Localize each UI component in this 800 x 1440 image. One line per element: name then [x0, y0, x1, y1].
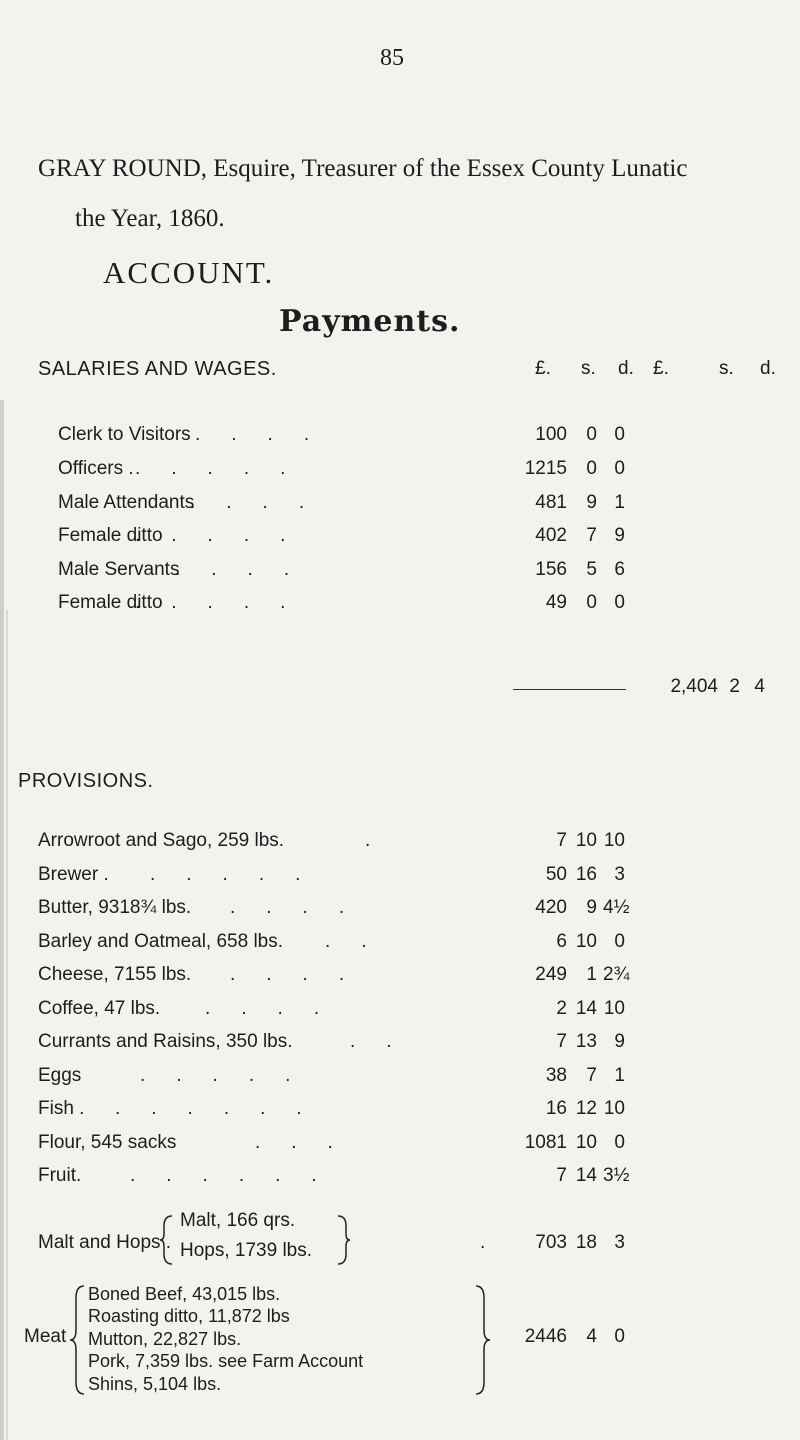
meat-item: Mutton, 22,827 lbs.: [88, 1329, 242, 1349]
provision-row-pounds: 7: [556, 1031, 567, 1052]
provision-row-label: Currants and Raisins, 350 lbs.: [38, 1031, 293, 1052]
provision-row-shillings: 9: [586, 897, 597, 918]
salary-row-label: Male Attendants: [58, 492, 195, 513]
provision-row-pounds: 6: [556, 931, 567, 952]
document-title: GRAY ROUND, Esquire, Treasurer of the Essex County Lunatic: [38, 155, 688, 182]
provision-row-pence: 3: [614, 864, 625, 885]
salary-row-label: Female ditto: [58, 525, 163, 546]
salary-row-pounds: 481: [535, 492, 567, 513]
leader-dots: ....: [205, 998, 351, 1019]
provision-row-shillings: 14: [575, 998, 597, 1019]
provision-row-pence: 0: [614, 1132, 625, 1153]
leader-dots: .....: [135, 525, 317, 546]
salary-row-label: Female ditto: [58, 592, 163, 613]
account-heading: ACCOUNT.: [103, 255, 275, 290]
meat-shillings: 4: [586, 1326, 597, 1347]
provision-row-label: Fish .: [38, 1098, 85, 1119]
salary-row-pounds: 100: [535, 424, 567, 445]
meat-item: Pork, 7,359 lbs. see Farm Account: [88, 1351, 364, 1371]
provision-row-shillings: 10: [575, 1132, 597, 1153]
meat-brace-left: [70, 1284, 86, 1396]
col-shillings: s.: [581, 358, 596, 379]
salaries-heading: SALARIES AND WAGES.: [38, 358, 277, 380]
provision-row-pounds: 7: [556, 830, 567, 851]
col-pounds: £.: [535, 358, 551, 379]
provision-row-pence: 10: [603, 830, 625, 851]
malt-hops-brace-right: [336, 1214, 350, 1266]
provision-row-label: Brewer .: [38, 864, 109, 885]
leader-dots: ......: [115, 1098, 333, 1119]
malt-hops-shillings: 18: [575, 1232, 597, 1253]
leader-dots: .....: [140, 1065, 322, 1086]
malt-hops-brace-left: [160, 1214, 174, 1266]
subtotal-rule: [513, 689, 626, 690]
leader-dots: .: [365, 830, 402, 851]
salary-row-pence: 6: [614, 559, 625, 580]
salary-row-pounds: 156: [535, 559, 567, 580]
salary-row-shillings: 0: [586, 592, 597, 613]
leader-dots: ......: [130, 1165, 348, 1186]
salary-row-pence: 0: [614, 458, 625, 479]
salary-row-pence: 9: [614, 525, 625, 546]
provision-row-pence: 1: [614, 1065, 625, 1086]
provision-row-shillings: 7: [586, 1065, 597, 1086]
salary-row-shillings: 7: [586, 525, 597, 546]
provision-row-pence: 3½: [603, 1165, 630, 1186]
provision-row-shillings: 14: [575, 1165, 597, 1186]
provision-row-pence: 2¾: [603, 964, 630, 985]
provision-row-pounds: 16: [545, 1098, 567, 1119]
col-total-shillings: s.: [719, 358, 734, 379]
salary-row-pounds: 49: [545, 592, 567, 613]
provision-row-label: Arrowroot and Sago, 259 lbs.: [38, 830, 285, 851]
salary-row-shillings: 5: [586, 559, 597, 580]
leader-dots: ....: [190, 492, 336, 513]
provision-row-label: Coffee, 47 lbs.: [38, 998, 161, 1019]
meat-label: Meat: [24, 1326, 67, 1347]
salaries-total-pence: 4: [754, 676, 765, 697]
provision-row-pounds: 249: [535, 964, 567, 985]
meat-brace-right: [474, 1284, 490, 1396]
payments-heading: Payments.: [279, 304, 461, 339]
salary-row-pounds: 402: [535, 525, 567, 546]
provision-row-label: Barley and Oatmeal, 658 lbs.: [38, 931, 284, 952]
hops-quantity: Hops, 1739 lbs.: [180, 1240, 313, 1261]
leader-dot: .: [480, 1232, 486, 1253]
meat-pence: 0: [614, 1326, 625, 1347]
provision-row-pounds: 50: [545, 864, 567, 885]
provision-row-pounds: 7: [556, 1165, 567, 1186]
salaries-total-shillings: 2: [729, 676, 740, 697]
provision-row-label: Eggs: [38, 1065, 82, 1086]
provision-row-pounds: 420: [535, 897, 567, 918]
salary-row-label: Officers .: [58, 458, 134, 479]
provision-row-pounds: 1081: [524, 1132, 567, 1153]
provision-row-label: Cheese, 7155 lbs.: [38, 964, 192, 985]
malt-hops-label: Malt and Hops .: [38, 1232, 172, 1253]
leader-dots: ....: [230, 964, 376, 985]
page-margin-shadow: [6, 610, 8, 1440]
document-subtitle: the Year, 1860.: [75, 205, 225, 232]
provision-row-shillings: 16: [575, 864, 597, 885]
provision-row-pence: 10: [603, 998, 625, 1019]
meat-pounds: 2446: [524, 1326, 567, 1347]
salary-row-pence: 0: [614, 424, 625, 445]
malt-hops-pounds: 703: [535, 1232, 567, 1253]
leader-dots: ....: [175, 559, 321, 580]
salary-row-shillings: 0: [586, 424, 597, 445]
leader-dots: ..: [350, 1031, 423, 1052]
salary-row-pounds: 1215: [524, 458, 567, 479]
salary-row-label: Clerk to Visitors: [58, 424, 191, 445]
leader-dots: ....: [230, 897, 376, 918]
provision-row-label: Fruit.: [38, 1165, 82, 1186]
provision-row-shillings: 10: [575, 830, 597, 851]
provision-row-pence: 9: [614, 1031, 625, 1052]
salary-row-label: Male Servants: [58, 559, 180, 580]
salary-row-pence: 0: [614, 592, 625, 613]
salary-row-shillings: 0: [586, 458, 597, 479]
page-margin-shadow: [0, 400, 4, 1440]
leader-dots: ...: [255, 1132, 364, 1153]
salaries-total-pounds: 2,404: [670, 676, 718, 697]
leader-dots: ....: [195, 424, 341, 445]
page-number: 85: [380, 45, 404, 71]
col-total-pence: d.: [760, 358, 776, 379]
leader-dots: ..: [325, 931, 398, 952]
meat-item: Shins, 5,104 lbs.: [88, 1374, 222, 1394]
leader-dots: .....: [150, 864, 332, 885]
col-total-pounds: £.: [653, 358, 669, 379]
meat-item: Boned Beef, 43,015 lbs.: [88, 1284, 281, 1304]
salary-row-shillings: 9: [586, 492, 597, 513]
provision-row-shillings: 13: [575, 1031, 597, 1052]
col-pence: d.: [618, 358, 634, 379]
leader-dots: .....: [135, 458, 317, 479]
provision-row-pence: 0: [614, 931, 625, 952]
provision-row-pounds: 2: [556, 998, 567, 1019]
provision-row-shillings: 10: [575, 931, 597, 952]
malt-hops-pence: 3: [614, 1232, 625, 1253]
leader-dots: .....: [135, 592, 317, 613]
provision-row-pence: 10: [603, 1098, 625, 1119]
meat-item: Roasting ditto, 11,872 lbs: [88, 1306, 290, 1326]
provision-row-label: Flour, 545 sacks: [38, 1132, 177, 1153]
provision-row-shillings: 1: [586, 964, 597, 985]
provisions-heading: PROVISIONS.: [18, 770, 154, 792]
provision-row-shillings: 12: [575, 1098, 597, 1119]
provision-row-pence: 4½: [603, 897, 630, 918]
provision-row-pounds: 38: [545, 1065, 567, 1086]
provision-row-label: Butter, 9318¾ lbs.: [38, 897, 192, 918]
malt-quantity: Malt, 166 qrs.: [180, 1210, 296, 1231]
salary-row-pence: 1: [614, 492, 625, 513]
